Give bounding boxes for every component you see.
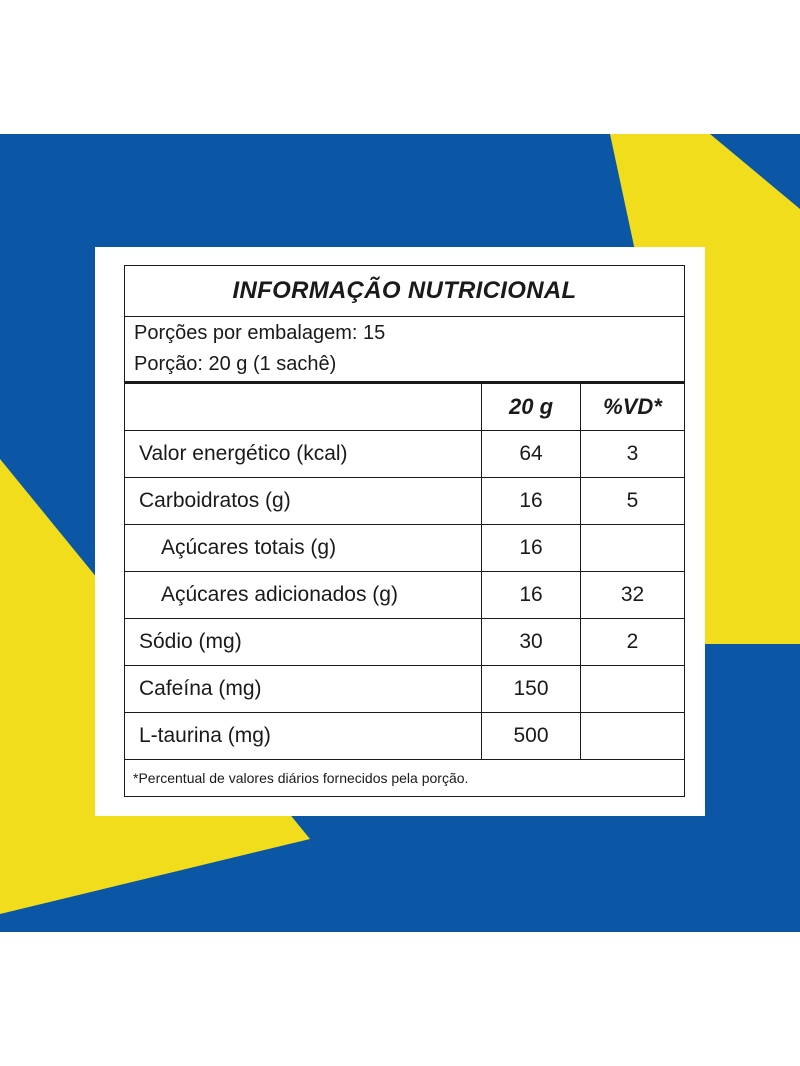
servings-per-package: Porções por embalagem: 15 <box>134 322 386 344</box>
nutrient-label: Valor energético (kcal) <box>125 431 482 478</box>
table-row <box>125 619 685 666</box>
nutrient-daily-value <box>581 525 685 572</box>
nutrient-label: Carboidratos (g) <box>125 478 482 525</box>
table-row <box>125 478 685 525</box>
footnote: *Percentual de valores diários fornecidos pela porção. <box>125 760 685 797</box>
nutrient-label: Açúcares totais (g) <box>125 525 482 572</box>
serving-size: Porção: 20 g (1 sachê) <box>134 353 337 375</box>
column-header-row <box>125 383 685 431</box>
table-row <box>125 525 685 572</box>
nutrient-daily-value: 3 <box>581 431 685 478</box>
table-row <box>125 431 685 478</box>
nutrient-label: Sódio (mg) <box>125 619 482 666</box>
column-header-daily-value: %VD* <box>581 383 685 431</box>
nutrient-daily-value <box>581 666 685 713</box>
column-header-blank <box>125 383 482 431</box>
nutrient-amount: 16 <box>482 478 581 525</box>
portion-row <box>125 317 685 383</box>
nutrient-amount: 64 <box>482 431 581 478</box>
footnote-row <box>125 760 685 797</box>
nutrient-amount: 150 <box>482 666 581 713</box>
table-title: INFORMAÇÃO NUTRICIONAL <box>125 266 685 317</box>
nutrient-amount: 30 <box>482 619 581 666</box>
nutrition-facts-table <box>124 265 685 797</box>
column-header-amount: 20 g <box>482 383 581 431</box>
table-row <box>125 666 685 713</box>
nutrient-daily-value <box>581 713 685 760</box>
table-row <box>125 713 685 760</box>
title-row <box>125 266 685 317</box>
nutrient-label: Cafeína (mg) <box>125 666 482 713</box>
nutrient-amount: 16 <box>482 572 581 619</box>
nutrient-amount: 500 <box>482 713 581 760</box>
nutrient-daily-value: 32 <box>581 572 685 619</box>
nutrient-daily-value: 2 <box>581 619 685 666</box>
nutrient-label: Açúcares adicionados (g) <box>125 572 482 619</box>
table-row <box>125 572 685 619</box>
nutrient-amount: 16 <box>482 525 581 572</box>
portion-info <box>125 317 685 383</box>
nutrient-daily-value: 5 <box>581 478 685 525</box>
nutrient-label: L-taurina (mg) <box>125 713 482 760</box>
